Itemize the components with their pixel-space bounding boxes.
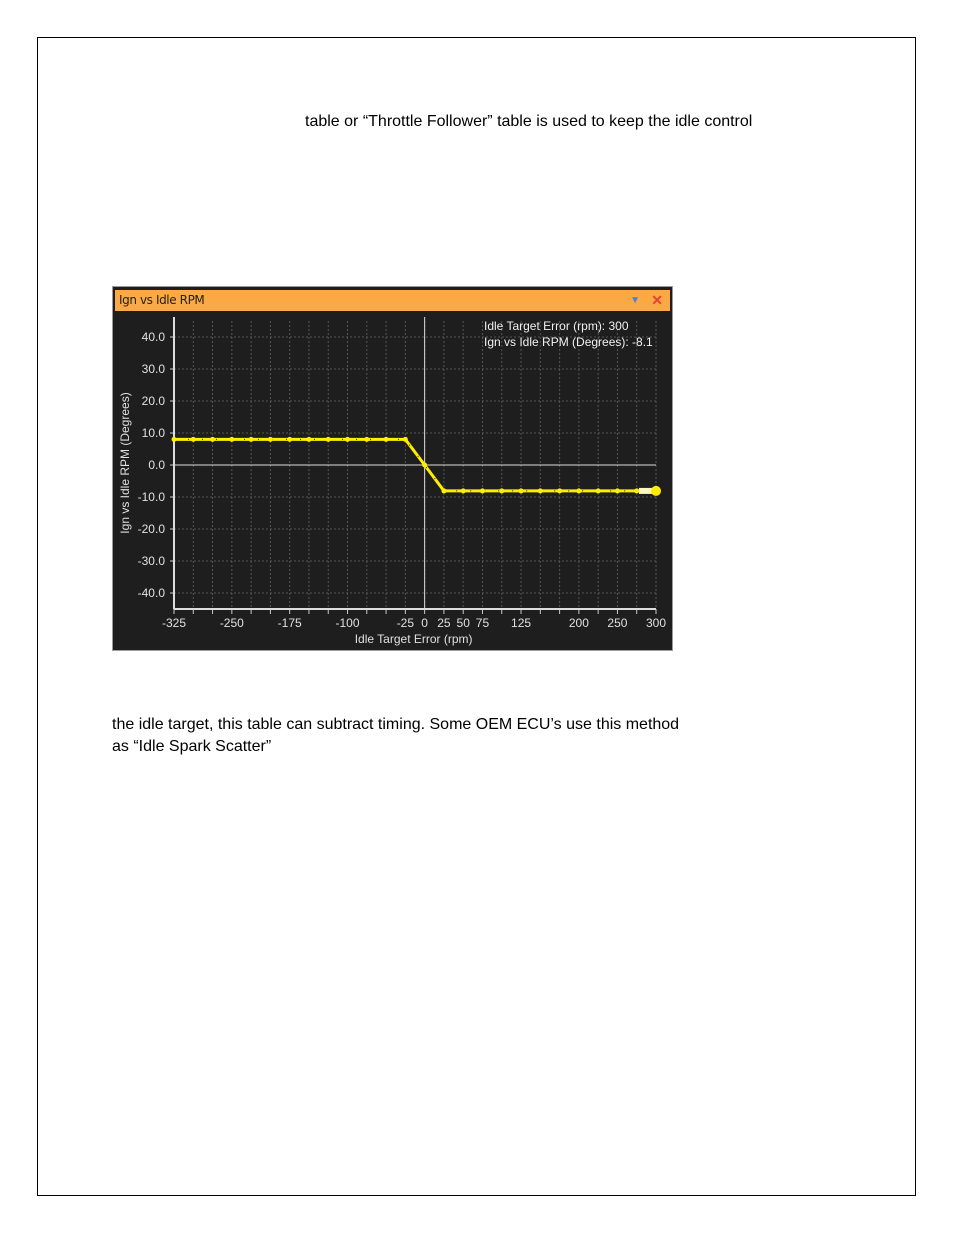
- x-tick-label: -100: [335, 616, 360, 630]
- data-point[interactable]: [287, 437, 292, 442]
- x-tick-label: 125: [511, 616, 532, 630]
- x-tick-label: -325: [161, 616, 187, 630]
- x-tick-label: 0: [421, 616, 428, 630]
- x-tick-label: 50: [456, 616, 470, 630]
- data-point[interactable]: [615, 488, 620, 493]
- x-tick-label: 75: [475, 616, 490, 630]
- x-tick-label: 250: [607, 616, 628, 630]
- data-point[interactable]: [326, 437, 331, 442]
- y-tick-label: -20.0: [137, 522, 165, 536]
- data-point[interactable]: [557, 488, 562, 493]
- triangle-down-icon[interactable]: ▼: [630, 295, 640, 306]
- data-point[interactable]: [499, 488, 504, 493]
- readout-text: Ign vs Idle RPM (Degrees): -8.1: [484, 335, 653, 349]
- data-point[interactable]: [576, 488, 581, 493]
- y-tick-label: 40.0: [141, 330, 165, 344]
- x-tick-label: -175: [277, 616, 302, 630]
- data-point[interactable]: [229, 437, 234, 442]
- data-point[interactable]: [345, 437, 350, 442]
- x-tick-label: -250: [219, 616, 244, 630]
- close-x-icon[interactable]: ✕: [651, 292, 663, 308]
- chart-window: [112, 286, 673, 651]
- data-point[interactable]: [210, 437, 215, 442]
- data-point[interactable]: [634, 488, 639, 493]
- data-point[interactable]: [422, 463, 427, 468]
- data-point[interactable]: [268, 437, 273, 442]
- chart-plot[interactable]: [113, 287, 674, 652]
- window-title: Ign vs Idle RPM: [119, 293, 205, 307]
- x-tick-label: 300: [645, 616, 667, 630]
- y-tick-label: -30.0: [137, 554, 165, 568]
- body-text-bottom-1: the idle target, this table can subtract timing. Some OEM ECU’s use this method: [112, 716, 680, 733]
- data-point[interactable]: [441, 488, 446, 493]
- data-point[interactable]: [461, 488, 466, 493]
- y-tick-label: 20.0: [141, 394, 165, 408]
- data-point[interactable]: [480, 488, 485, 493]
- body-text-bottom-2: as “Idle Spark Scatter”: [112, 738, 272, 755]
- data-point[interactable]: [538, 488, 543, 493]
- data-point[interactable]: [364, 437, 369, 442]
- body-text-top: table or “Throttle Follower” table is used to keep the idle control: [305, 113, 753, 130]
- x-tick-label: -25: [396, 616, 415, 630]
- data-point[interactable]: [384, 437, 389, 442]
- y-tick-label: 10.0: [141, 426, 165, 440]
- data-point[interactable]: [596, 488, 601, 493]
- y-tick-label: -10.0: [137, 490, 165, 504]
- selected-data-point[interactable]: [651, 486, 661, 496]
- readout-text: Idle Target Error (rpm): 300: [484, 319, 629, 333]
- y-tick-label: -40.0: [137, 586, 165, 600]
- data-point[interactable]: [403, 437, 408, 442]
- y-axis-label: Ign vs Idle RPM (Degrees): [118, 392, 132, 534]
- y-tick-label: 30.0: [141, 362, 165, 376]
- x-axis-label: Idle Target Error (rpm): [354, 632, 473, 646]
- data-point[interactable]: [306, 437, 311, 442]
- data-point[interactable]: [172, 437, 177, 442]
- data-point[interactable]: [519, 488, 524, 493]
- x-tick-label: 200: [568, 616, 589, 630]
- data-point[interactable]: [191, 437, 196, 442]
- y-tick-label: 0.0: [148, 458, 165, 472]
- data-point[interactable]: [249, 437, 254, 442]
- x-tick-label: 25: [437, 616, 451, 630]
